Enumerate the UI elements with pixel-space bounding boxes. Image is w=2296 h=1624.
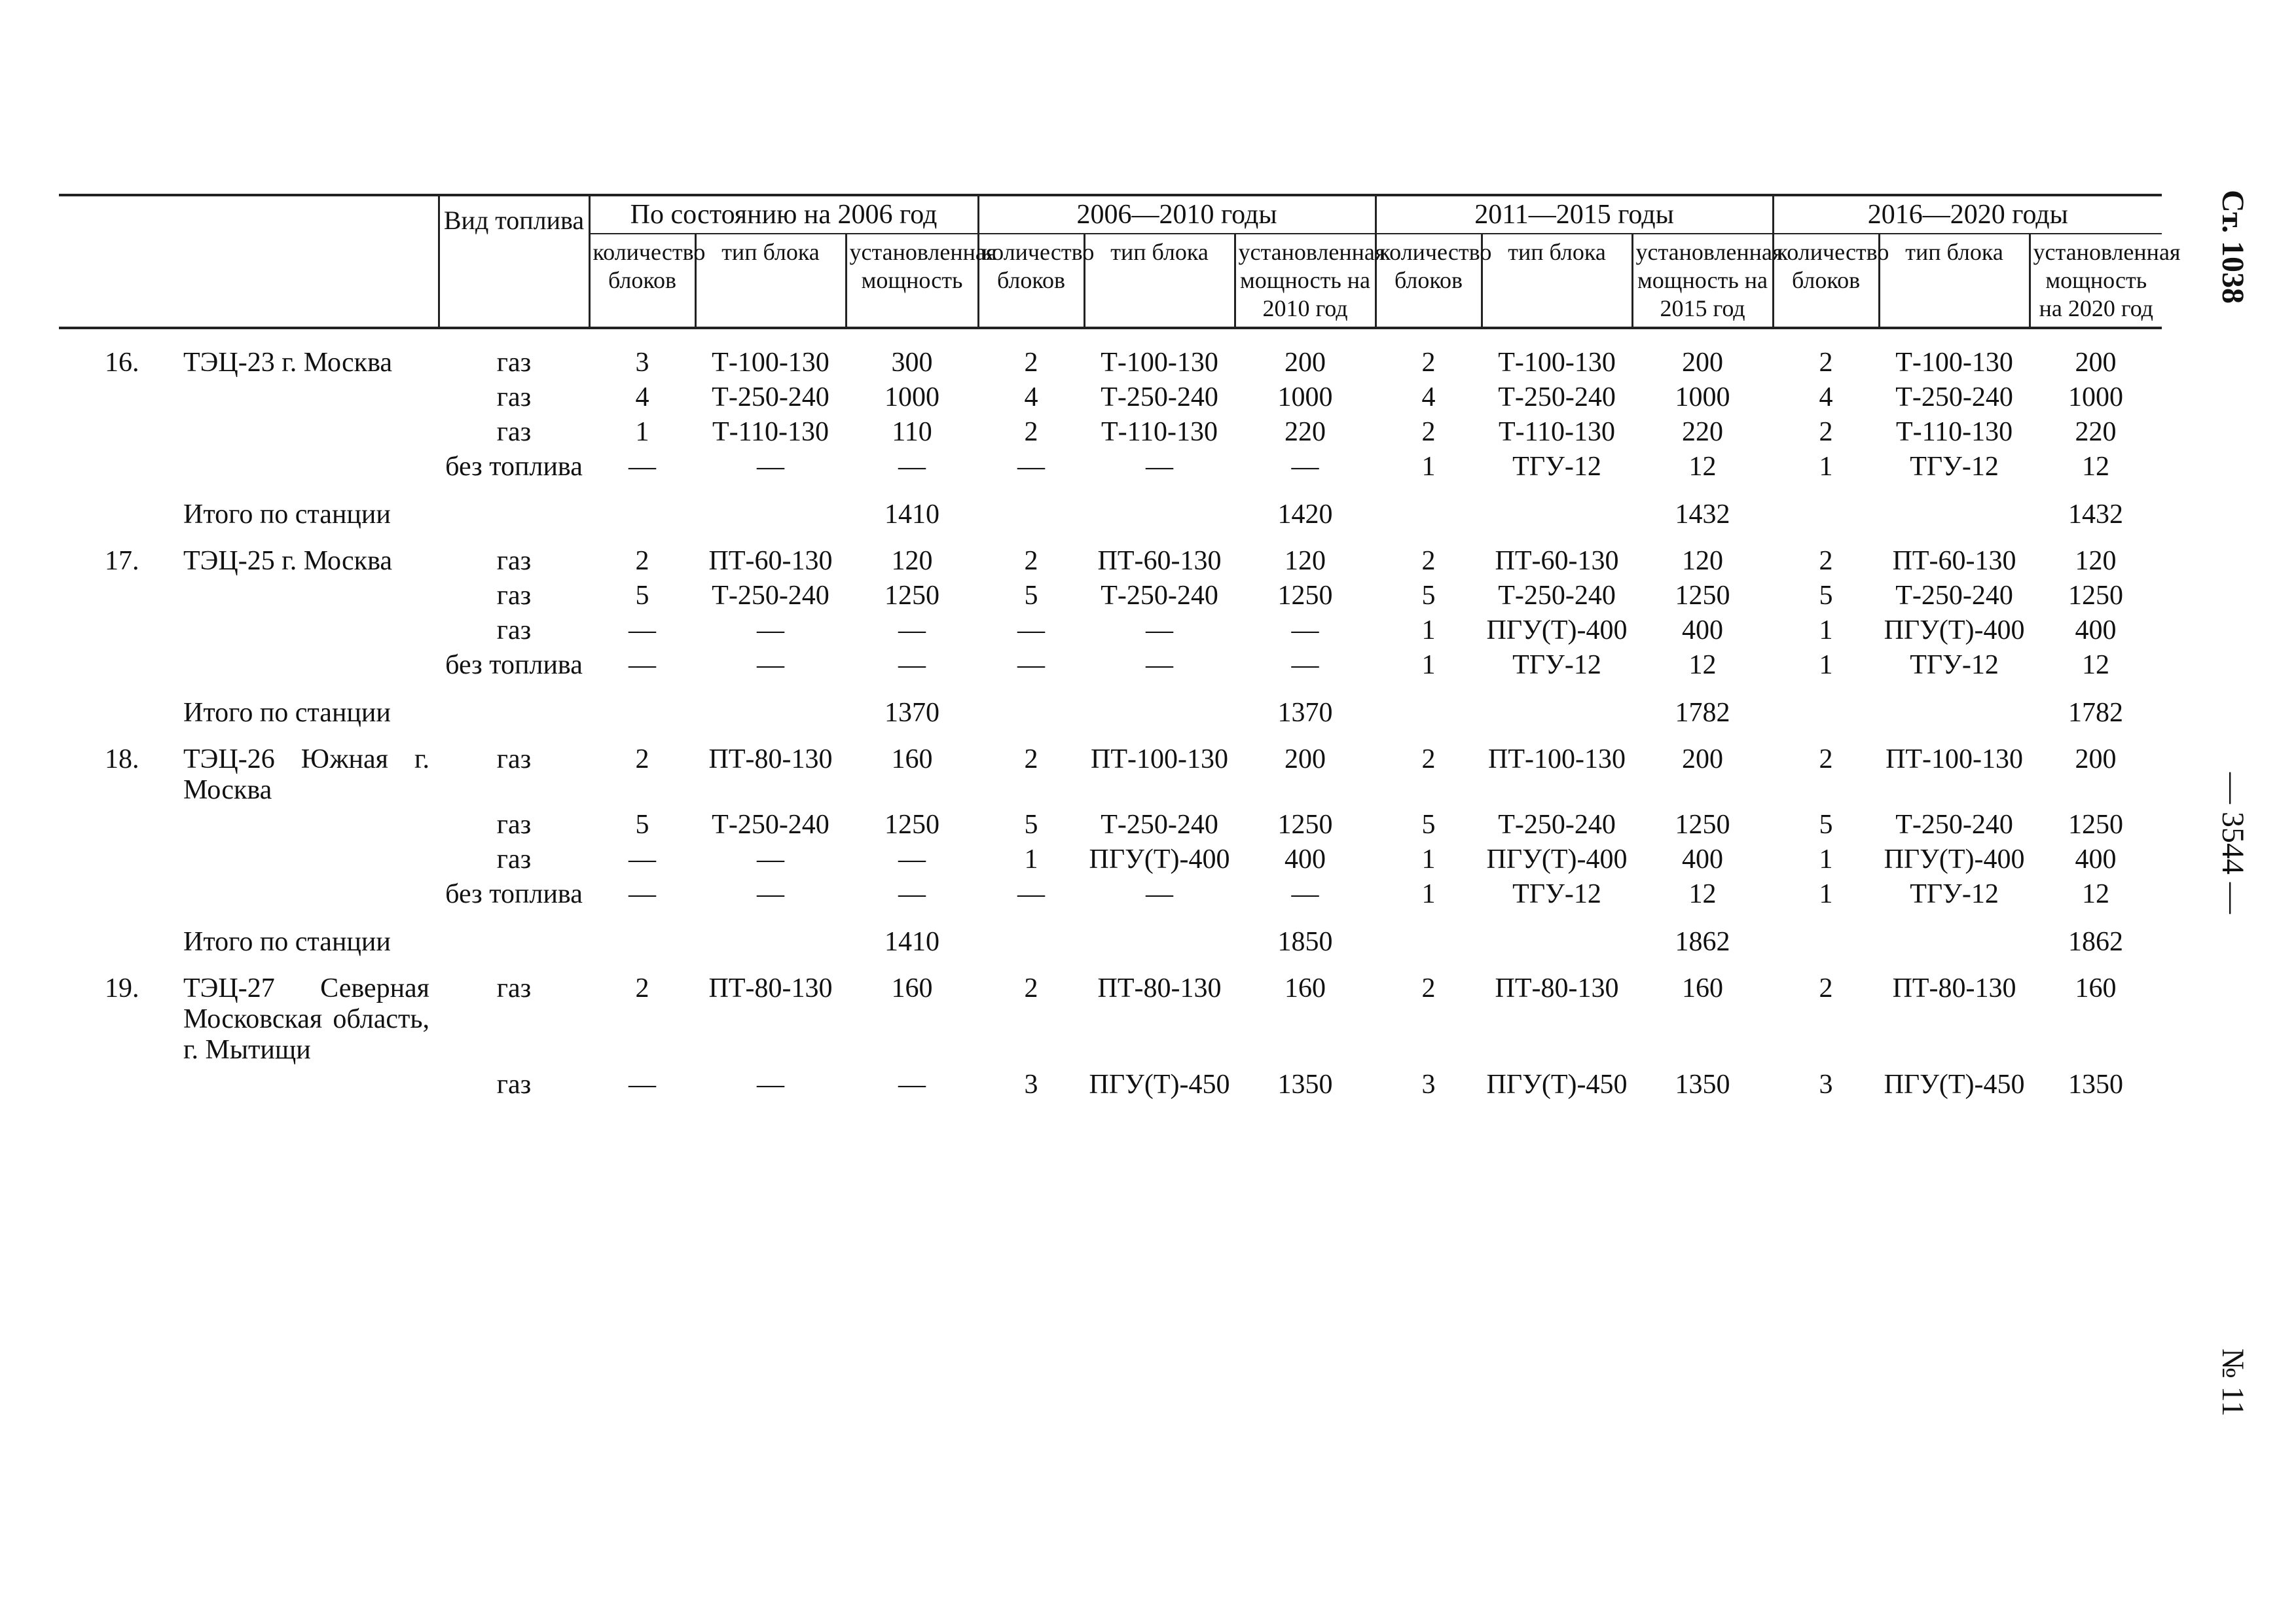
block-count: 3 (1421, 1070, 1436, 1100)
header-period-2006: По состоянию на 2006 год (589, 195, 978, 234)
block-type: Т-100-130 (1101, 348, 1218, 378)
installed-capacity: — (1291, 650, 1319, 680)
block-type: Т-250-240 (712, 810, 829, 840)
block-type: — (1146, 879, 1174, 909)
block-type: — (1146, 615, 1174, 645)
block-type (1482, 485, 1632, 533)
power-plants-table (59, 194, 2181, 1103)
fuel-cell: газ (496, 810, 532, 840)
installed-capacity: 120 (891, 546, 933, 576)
block-count: 2 (1819, 417, 1833, 447)
installed-capacity: 120 (2075, 546, 2117, 576)
blank-cell (59, 683, 183, 731)
row-number (59, 579, 183, 614)
block-type (1879, 912, 2030, 960)
row-number: 19. (105, 973, 139, 1003)
total-label: Итого по станции (183, 499, 391, 530)
block-count: — (1017, 650, 1046, 680)
block-type: ПГУ(Т)-400 (1486, 615, 1628, 645)
block-count: 2 (1421, 744, 1436, 774)
header-fuel: Вид топлива (439, 195, 589, 328)
installed-capacity: 12 (2082, 879, 2110, 909)
block-type: ПТ-80-130 (1495, 973, 1619, 1003)
block-count: 1 (1819, 879, 1833, 909)
installed-capacity: 1350 (1675, 1070, 1730, 1100)
plant-name: ТЭЦ-25 г. Москва (183, 546, 392, 576)
block-type (1084, 485, 1235, 533)
block-type: ТГУ-12 (1910, 650, 1999, 680)
block-count: 5 (1421, 810, 1436, 840)
block-count: — (629, 844, 656, 875)
table-row (59, 328, 2162, 381)
block-type: — (757, 650, 784, 680)
installed-capacity: 1410 (884, 499, 939, 530)
header-capacity: установленная мощность (846, 234, 978, 328)
block-count: — (629, 615, 656, 645)
table-row (59, 808, 2162, 843)
header-capacity: установленная мощность на 2020 год (2030, 234, 2162, 328)
plant-name: ТЭЦ-26 Южная г. Москва (183, 744, 429, 805)
installed-capacity: 12 (1688, 650, 1717, 680)
header-type: тип блока (1084, 234, 1235, 328)
block-count: 2 (1819, 973, 1833, 1003)
installed-capacity: 12 (1688, 879, 1717, 909)
header-period-2011-2015: 2011—2015 годы (1376, 195, 1773, 234)
header-count: количество блоков (1773, 234, 1879, 328)
row-number (59, 843, 183, 878)
block-type (695, 683, 846, 731)
block-type: Т-100-130 (712, 348, 829, 378)
row-number: 17. (105, 546, 139, 576)
block-type: ПГУ(Т)-400 (1884, 844, 2025, 875)
header-period-2006-2010: 2006—2010 годы (978, 195, 1376, 234)
block-type: ПГУ(Т)-400 (1486, 844, 1628, 875)
blank-cell (59, 912, 183, 960)
block-type: Т-250-240 (1498, 581, 1616, 611)
block-count: 5 (1819, 810, 1833, 840)
table-row (59, 416, 2162, 450)
table-row (59, 614, 2162, 649)
installed-capacity: 12 (2082, 452, 2110, 482)
installed-capacity: 1432 (1675, 499, 1730, 530)
block-count: 5 (1024, 581, 1038, 611)
header-type: тип блока (1482, 234, 1632, 328)
block-type: ТГУ-12 (1910, 452, 1999, 482)
installed-capacity: 400 (1682, 844, 1724, 875)
block-count: 1 (1819, 615, 1833, 645)
block-count: 2 (1421, 348, 1436, 378)
fuel-cell: газ (496, 615, 532, 645)
block-type: ТГУ-12 (1910, 879, 1999, 909)
block-type: ПТ-100-130 (1488, 744, 1626, 774)
block-count: — (629, 879, 656, 909)
total-row (59, 912, 2162, 960)
blank-cell (59, 485, 183, 533)
page-section-label: Ст. 1038 (2215, 190, 2250, 304)
installed-capacity: 160 (891, 973, 933, 1003)
installed-capacity: 1000 (2068, 382, 2124, 412)
block-count: — (629, 650, 656, 680)
fuel-cell: газ (496, 844, 532, 875)
block-count (1376, 683, 1482, 731)
row-number: 16. (105, 348, 139, 378)
block-type: ПТ-80-130 (708, 744, 833, 774)
plant-name (183, 878, 439, 912)
block-type: ПГУ(Т)-400 (1089, 844, 1230, 875)
fuel-cell: газ (496, 546, 532, 576)
header-count: количество блоков (978, 234, 1084, 328)
installed-capacity: 1250 (1277, 810, 1333, 840)
block-count (1773, 485, 1879, 533)
issue-number: № 11 (2215, 1348, 2250, 1417)
block-count: 2 (1421, 417, 1436, 447)
block-count: 1 (1421, 844, 1436, 875)
block-count: 4 (1024, 382, 1038, 412)
fuel-cell: газ (496, 417, 532, 447)
installed-capacity: 220 (1682, 417, 1724, 447)
block-count: 2 (1819, 348, 1833, 378)
installed-capacity: 1782 (1675, 698, 1730, 728)
installed-capacity: 1850 (1277, 927, 1333, 957)
installed-capacity: 1410 (884, 927, 939, 957)
block-type (1482, 683, 1632, 731)
row-number (59, 808, 183, 843)
installed-capacity: 1000 (884, 382, 939, 412)
block-count (978, 485, 1084, 533)
installed-capacity: — (898, 1070, 926, 1100)
header-type: тип блока (695, 234, 846, 328)
block-count (589, 912, 695, 960)
block-type: Т-110-130 (1101, 417, 1218, 447)
table-row (59, 533, 2162, 579)
block-count: 4 (635, 382, 649, 412)
installed-capacity: 120 (1682, 546, 1724, 576)
fuel-cell: газ (496, 1070, 532, 1100)
table-row (59, 450, 2162, 485)
block-count (589, 485, 695, 533)
block-count: — (1017, 879, 1046, 909)
block-count: — (629, 1070, 656, 1100)
block-type: Т-110-130 (712, 417, 829, 447)
row-number: 18. (105, 744, 139, 774)
total-label: Итого по станции (183, 927, 391, 957)
plant-name (183, 614, 439, 649)
block-count: 1 (1421, 650, 1436, 680)
installed-capacity: 1862 (2068, 927, 2124, 957)
block-count: — (1017, 615, 1046, 645)
installed-capacity: 1350 (2068, 1070, 2124, 1100)
block-type: Т-250-240 (1895, 581, 2013, 611)
installed-capacity: — (1291, 452, 1319, 482)
installed-capacity: 400 (2075, 615, 2117, 645)
fuel-cell (439, 683, 589, 731)
table-row (59, 649, 2162, 683)
block-type: ПГУ(Т)-450 (1486, 1070, 1628, 1100)
installed-capacity: 1350 (1277, 1070, 1333, 1100)
installed-capacity: 1370 (884, 698, 939, 728)
installed-capacity: 1250 (884, 581, 939, 611)
installed-capacity: 200 (1285, 744, 1326, 774)
plant-name (183, 579, 439, 614)
block-type: — (757, 452, 784, 482)
plant-name (183, 1068, 439, 1103)
block-type: Т-250-240 (712, 581, 829, 611)
block-type: ПТ-80-130 (708, 973, 833, 1003)
installed-capacity: 1250 (2068, 581, 2124, 611)
installed-capacity: 1782 (2068, 698, 2124, 728)
block-count: 2 (635, 973, 649, 1003)
block-count (978, 683, 1084, 731)
block-count (1773, 912, 1879, 960)
block-count: 5 (1819, 581, 1833, 611)
header-period-2016-2020: 2016—2020 годы (1773, 195, 2162, 234)
installed-capacity: 160 (1682, 973, 1724, 1003)
block-type: — (757, 615, 784, 645)
block-type: — (1146, 650, 1174, 680)
row-number (59, 649, 183, 683)
installed-capacity: 400 (1682, 615, 1724, 645)
block-count: 3 (1819, 1070, 1833, 1100)
installed-capacity: 400 (2075, 844, 2117, 875)
installed-capacity: 1250 (884, 810, 939, 840)
block-type (1879, 683, 2030, 731)
block-type: Т-250-240 (1101, 382, 1218, 412)
block-count: 1 (1421, 879, 1436, 909)
block-type: Т-100-130 (1498, 348, 1616, 378)
block-type: — (757, 879, 784, 909)
block-count: 5 (1421, 581, 1436, 611)
plant-name (183, 649, 439, 683)
block-count (1773, 683, 1879, 731)
fuel-cell: газ (496, 581, 532, 611)
block-count: 2 (1819, 744, 1833, 774)
table-row (59, 1068, 2162, 1103)
installed-capacity: 1000 (1277, 382, 1333, 412)
block-type (1084, 683, 1235, 731)
table-row (59, 878, 2162, 912)
table-row (59, 731, 2162, 808)
block-count: 2 (1421, 546, 1436, 576)
block-count: 2 (635, 744, 649, 774)
installed-capacity: 1000 (1675, 382, 1730, 412)
header-type: тип блока (1879, 234, 2030, 328)
header-count: количество блоков (589, 234, 695, 328)
block-type: Т-100-130 (1895, 348, 2013, 378)
block-count: 2 (1024, 546, 1038, 576)
block-type: — (757, 844, 784, 875)
block-type: ПТ-60-130 (1097, 546, 1222, 576)
block-type: ПТ-60-130 (1892, 546, 2016, 576)
row-number (59, 381, 183, 416)
block-type: ТГУ-12 (1512, 452, 1601, 482)
plant-name: ТЭЦ-23 г. Москва (183, 348, 392, 378)
block-type: Т-110-130 (1498, 417, 1616, 447)
block-count: 3 (635, 348, 649, 378)
header-capacity: установленная мощность на 2015 год (1632, 234, 1773, 328)
block-type: ПГУ(Т)-450 (1089, 1070, 1230, 1100)
block-count: 1 (1819, 650, 1833, 680)
row-number (59, 450, 183, 485)
block-count: 5 (1024, 810, 1038, 840)
block-count: 2 (1819, 546, 1833, 576)
table-row (59, 579, 2162, 614)
block-type: ПГУ(Т)-400 (1884, 615, 2025, 645)
installed-capacity: 110 (892, 417, 932, 447)
fuel-cell (439, 485, 589, 533)
block-count: 2 (1024, 973, 1038, 1003)
block-type: Т-250-240 (1101, 810, 1218, 840)
block-count: 1 (1819, 452, 1833, 482)
plant-name (183, 808, 439, 843)
block-type (695, 912, 846, 960)
block-count: 1 (1421, 452, 1436, 482)
block-type: Т-250-240 (1498, 382, 1616, 412)
block-type: ПГУ(Т)-450 (1884, 1070, 2025, 1100)
plant-name (183, 450, 439, 485)
block-count: — (629, 452, 656, 482)
installed-capacity: 220 (2075, 417, 2117, 447)
row-number (59, 614, 183, 649)
block-type: Т-250-240 (1498, 810, 1616, 840)
block-count: 1 (1421, 615, 1436, 645)
installed-capacity: — (1291, 615, 1319, 645)
header-capacity: установленная мощность на 2010 год (1235, 234, 1376, 328)
installed-capacity: 1250 (1675, 810, 1730, 840)
block-count (978, 912, 1084, 960)
table-row (59, 381, 2162, 416)
table-header (59, 195, 2181, 328)
total-label: Итого по станции (183, 698, 391, 728)
block-count: 2 (1024, 417, 1038, 447)
total-row (59, 683, 2162, 731)
total-row (59, 485, 2162, 533)
block-count: 2 (1024, 348, 1038, 378)
block-type: Т-250-240 (712, 382, 829, 412)
installed-capacity: 200 (2075, 744, 2117, 774)
block-type: ПТ-80-130 (1892, 973, 2016, 1003)
installed-capacity: 1862 (1675, 927, 1730, 957)
block-type: — (757, 1070, 784, 1100)
block-count (1376, 485, 1482, 533)
block-type: ТГУ-12 (1512, 879, 1601, 909)
fuel-cell: газ (496, 973, 532, 1003)
block-count (1376, 912, 1482, 960)
block-count: 2 (635, 546, 649, 576)
block-count (589, 683, 695, 731)
block-type: ПТ-60-130 (708, 546, 833, 576)
installed-capacity: — (898, 615, 926, 645)
fuel-cell: газ (496, 348, 532, 378)
block-count: 1 (1024, 844, 1038, 875)
installed-capacity: 1250 (1277, 581, 1333, 611)
installed-capacity: 1420 (1277, 499, 1333, 530)
installed-capacity: 1250 (1675, 581, 1730, 611)
document-page (59, 194, 2181, 1103)
installed-capacity: 12 (2082, 650, 2110, 680)
installed-capacity: 160 (891, 744, 933, 774)
plant-name: ТЭЦ-27 Северная Московская область, г. Мытищи (183, 973, 429, 1065)
installed-capacity: — (898, 844, 926, 875)
installed-capacity: — (898, 879, 926, 909)
block-count: 2 (1421, 973, 1436, 1003)
table-body (59, 328, 2162, 1103)
block-type: ПТ-60-130 (1495, 546, 1619, 576)
table-row (59, 843, 2162, 878)
page-number: — 3544 — (2215, 772, 2250, 914)
block-type (1084, 912, 1235, 960)
plant-name (183, 381, 439, 416)
fuel-cell: без топлива (445, 650, 583, 680)
block-type: — (1146, 452, 1174, 482)
fuel-cell: газ (496, 744, 532, 774)
block-type: Т-110-130 (1896, 417, 2013, 447)
block-type: ПТ-100-130 (1091, 744, 1228, 774)
installed-capacity: — (898, 452, 926, 482)
block-count: 3 (1024, 1070, 1038, 1100)
installed-capacity: 1370 (1277, 698, 1333, 728)
block-count: 4 (1421, 382, 1436, 412)
plant-name (183, 416, 439, 450)
block-type (1879, 485, 2030, 533)
installed-capacity: 160 (2075, 973, 2117, 1003)
plant-name (183, 843, 439, 878)
installed-capacity: 1432 (2068, 499, 2124, 530)
block-count: 4 (1819, 382, 1833, 412)
installed-capacity: 12 (1688, 452, 1717, 482)
block-type (695, 485, 846, 533)
installed-capacity: 120 (1285, 546, 1326, 576)
installed-capacity: 200 (2075, 348, 2117, 378)
installed-capacity: — (898, 650, 926, 680)
installed-capacity: 1250 (2068, 810, 2124, 840)
block-count: — (1017, 452, 1046, 482)
table-row (59, 960, 2162, 1068)
header-count: количество блоков (1376, 234, 1482, 328)
block-count: 5 (635, 581, 649, 611)
installed-capacity: 400 (1285, 844, 1326, 875)
block-type (1482, 912, 1632, 960)
row-number (59, 878, 183, 912)
fuel-cell: газ (496, 382, 532, 412)
row-number (59, 416, 183, 450)
block-count: 2 (1024, 744, 1038, 774)
block-count: 1 (635, 417, 649, 447)
installed-capacity: 220 (1285, 417, 1326, 447)
installed-capacity: 160 (1285, 973, 1326, 1003)
installed-capacity: — (1291, 879, 1319, 909)
installed-capacity: 200 (1285, 348, 1326, 378)
block-type: ПТ-80-130 (1097, 973, 1222, 1003)
row-number (59, 1068, 183, 1103)
block-type: Т-250-240 (1895, 382, 2013, 412)
installed-capacity: 200 (1682, 744, 1724, 774)
block-count: 1 (1819, 844, 1833, 875)
block-count: 5 (635, 810, 649, 840)
installed-capacity: 300 (891, 348, 933, 378)
installed-capacity: 200 (1682, 348, 1724, 378)
block-type: ПТ-100-130 (1886, 744, 2024, 774)
block-type: Т-250-240 (1895, 810, 2013, 840)
fuel-cell: без топлива (445, 879, 583, 909)
fuel-cell (439, 912, 589, 960)
block-type: ТГУ-12 (1512, 650, 1601, 680)
block-type: Т-250-240 (1101, 581, 1218, 611)
header-name-blank (59, 195, 439, 328)
fuel-cell: без топлива (445, 452, 583, 482)
